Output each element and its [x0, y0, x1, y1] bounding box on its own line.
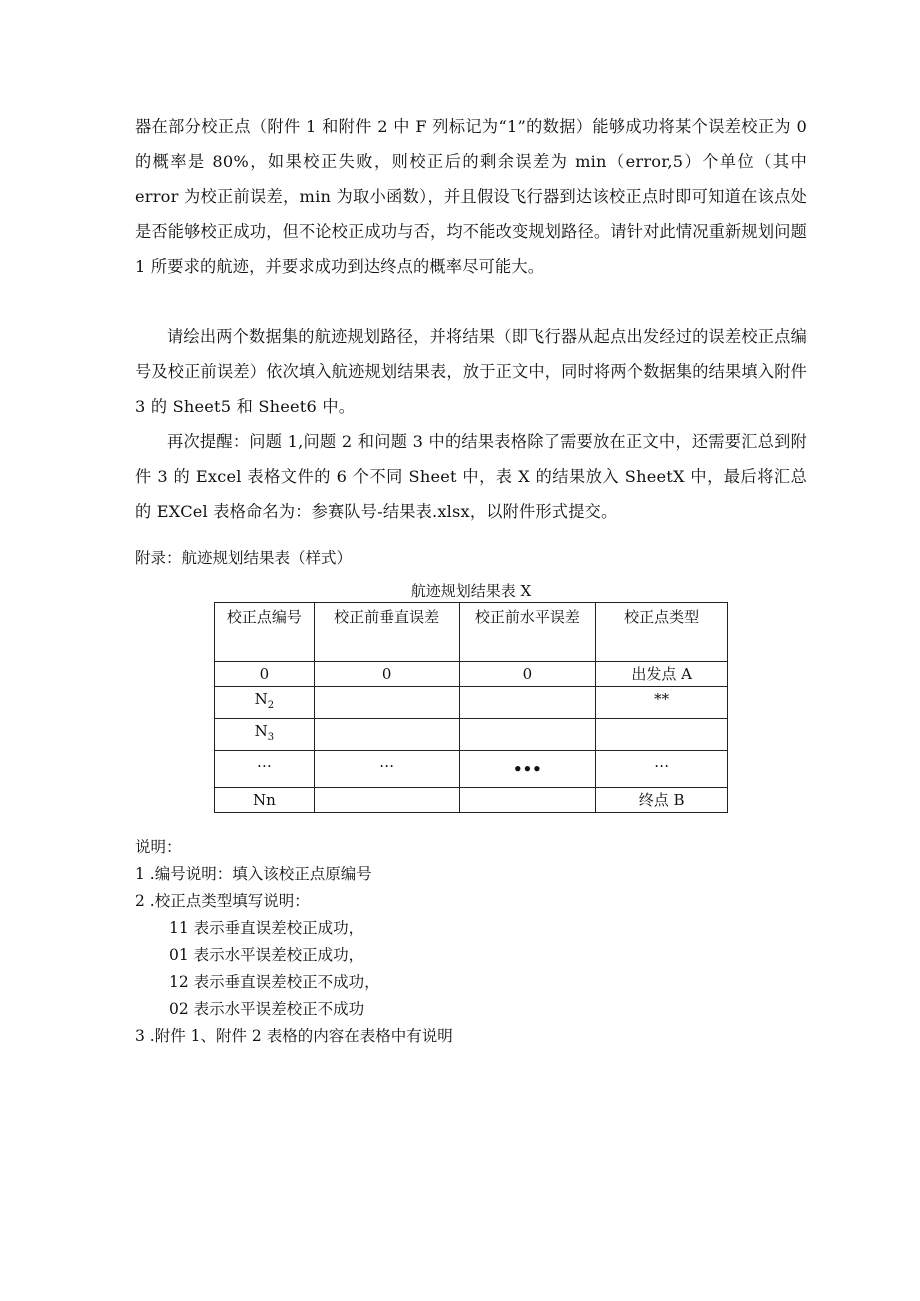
table-row [215, 662, 728, 687]
notes-section [135, 834, 453, 1050]
table-cell [459, 719, 596, 751]
table-cell: ** [596, 687, 728, 719]
note-subitem: 12 表示垂直误差校正不成功， [169, 973, 380, 991]
table-row [215, 687, 728, 719]
header-cell: 校正点类型 [596, 603, 728, 662]
table-row [215, 751, 728, 788]
header-cell: 校正前水平误差 [459, 603, 596, 662]
table-cell [314, 788, 459, 813]
cell-text: N [254, 690, 268, 708]
notes-heading: 说明： [135, 838, 182, 856]
table-cell: 终点 B [596, 788, 728, 813]
table-header-row [215, 603, 728, 662]
table-cell: Nn [215, 788, 315, 813]
table-row [215, 719, 728, 751]
header-cell: 校正前垂直误差 [314, 603, 459, 662]
subscript: 2 [267, 700, 275, 711]
note-item: 3 .附件 1、附件 2 表格的内容在表格中有说明 [135, 1027, 453, 1045]
table-cell: … [314, 751, 459, 788]
table-caption: 航迹规划结果表 X [410, 582, 532, 600]
table-cell [596, 719, 728, 751]
table-cell: 0 [459, 662, 596, 687]
table-cell: 0 [314, 662, 459, 687]
header-cell: 校正点编号 [215, 603, 315, 662]
table-cell: … [215, 751, 315, 788]
table-cell: … [596, 751, 728, 788]
table-cell [459, 788, 596, 813]
table-cell: ••• [459, 751, 596, 788]
paragraph-instructions: 请绘出两个数据集的航迹规划路径，并将结果（即飞行器从起点出发经过的误差校正点编号及校正前误差）依次填入航迹规划结果表，放于正文中，同时将两个数据集的结果填入附件 3 的 Sheet5 和 Sheet6 中。 [135, 327, 807, 416]
table-cell: 出发点 A [596, 662, 728, 687]
note-item: 2 .校正点类型填写说明： [135, 892, 310, 910]
table-cell [314, 687, 459, 719]
appendix-title: 附录：航迹规划结果表（样式） [135, 549, 353, 567]
result-table [214, 602, 728, 813]
table-cell [459, 687, 596, 719]
subscript: 3 [267, 732, 275, 743]
table-cell [215, 687, 315, 719]
note-item: 1 .编号说明：填入该校正点原编号 [135, 865, 372, 883]
table-cell: 0 [215, 662, 315, 687]
note-subitem: 01 表示水平误差校正成功， [169, 946, 365, 964]
note-subitem: 02 表示水平误差校正不成功 [169, 1000, 365, 1018]
paragraph-reminder: 再次提醒：问题 1,问题 2 和问题 3 中的结果表格除了需要放在正文中，还需要汇总到附件 3 的 Excel 表格文件的 6 个不同 Sheet 中，表 X 的结果放入 SheetX 中，最后将汇总的 EXCel 表格命名为：参赛队号-结果表.xlsx，以附件形式提交。 [135, 432, 807, 521]
cell-text: N [254, 722, 268, 740]
table-cell [215, 719, 315, 751]
table-cell [314, 719, 459, 751]
table-row [215, 788, 728, 813]
paragraph-problem-description: 器在部分校正点（附件 1 和附件 2 中 F 列标记为“1”的数据）能够成功将某个误差校正为 0 的概率是 80%，如果校正失败，则校正后的剩余误差为 min（error,5）个单位（其中 error 为校正前误差，min 为取小函数），并且假设飞行器到达该校正点时即可知道在该点处是否能够校正成功，但不论校正成功与否，均不能改变规划路径。请针对此情况重新规划问题 1 所要求的航迹，并要求成功到达终点的概率尽可能大。 [135, 117, 807, 276]
note-subitem: 11 表示垂直误差校正成功， [169, 919, 365, 937]
